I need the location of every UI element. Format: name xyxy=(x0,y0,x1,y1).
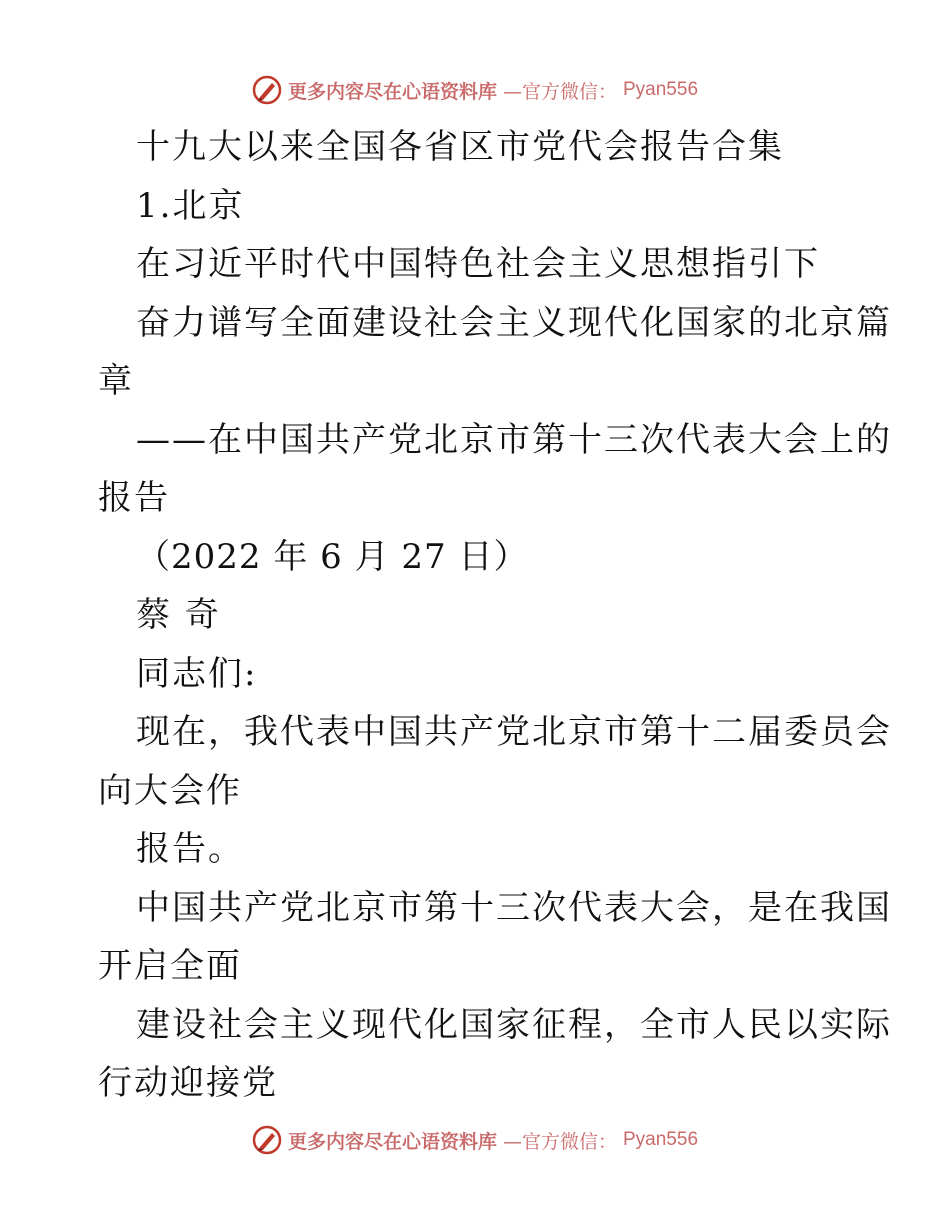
watermark-separator: —官方微信： xyxy=(502,1130,617,1153)
watermark-wechat-id: Pyan556 xyxy=(623,79,699,100)
doc-line: 现在，我代表中国共产党北京市第十二届委员会 xyxy=(136,712,892,752)
doc-line: 奋力谱写全面建设社会主义现代化国家的北京篇 xyxy=(136,302,892,343)
watermark-banner-top xyxy=(0,70,950,110)
watermark-wechat-id: Pyan556 xyxy=(623,1129,699,1150)
document-body xyxy=(98,118,892,1113)
doc-line: 向大会作 xyxy=(98,770,242,811)
doc-line-author: 蔡 奇 xyxy=(136,595,221,635)
doc-line: 中国共产党北京市第十三次代表大会，是在我国 xyxy=(136,887,892,928)
watermark-separator: —官方微信： xyxy=(502,80,617,103)
doc-line: 行动迎接党 xyxy=(98,1063,278,1103)
watermark-text: 更多内容尽在心语资料库 xyxy=(287,80,497,103)
doc-line: 同志们: xyxy=(136,653,258,694)
doc-line: 1.北京 xyxy=(136,185,245,226)
doc-line: 报告 xyxy=(98,478,170,518)
doc-line: 报告。 xyxy=(136,829,244,869)
pen-logo-icon xyxy=(252,75,282,105)
watermark-banner-bottom xyxy=(0,1120,950,1160)
doc-line: ——在中国共产党北京市第十三次代表大会上的 xyxy=(136,419,892,460)
pen-logo-icon xyxy=(252,1125,282,1155)
doc-line: 建设社会主义现代化国家征程，全市人民以实际 xyxy=(136,1004,892,1045)
doc-line-date: （2022 年 6 月 27 日） xyxy=(136,536,529,577)
doc-line: 章 xyxy=(98,361,134,401)
doc-line: 在习近平时代中国特色社会主义思想指引下 xyxy=(136,244,820,284)
watermark-text: 更多内容尽在心语资料库 xyxy=(287,1130,497,1153)
doc-line: 十九大以来全国各省区市党代会报告合集 xyxy=(136,127,784,167)
doc-line: 开启全面 xyxy=(98,946,242,986)
